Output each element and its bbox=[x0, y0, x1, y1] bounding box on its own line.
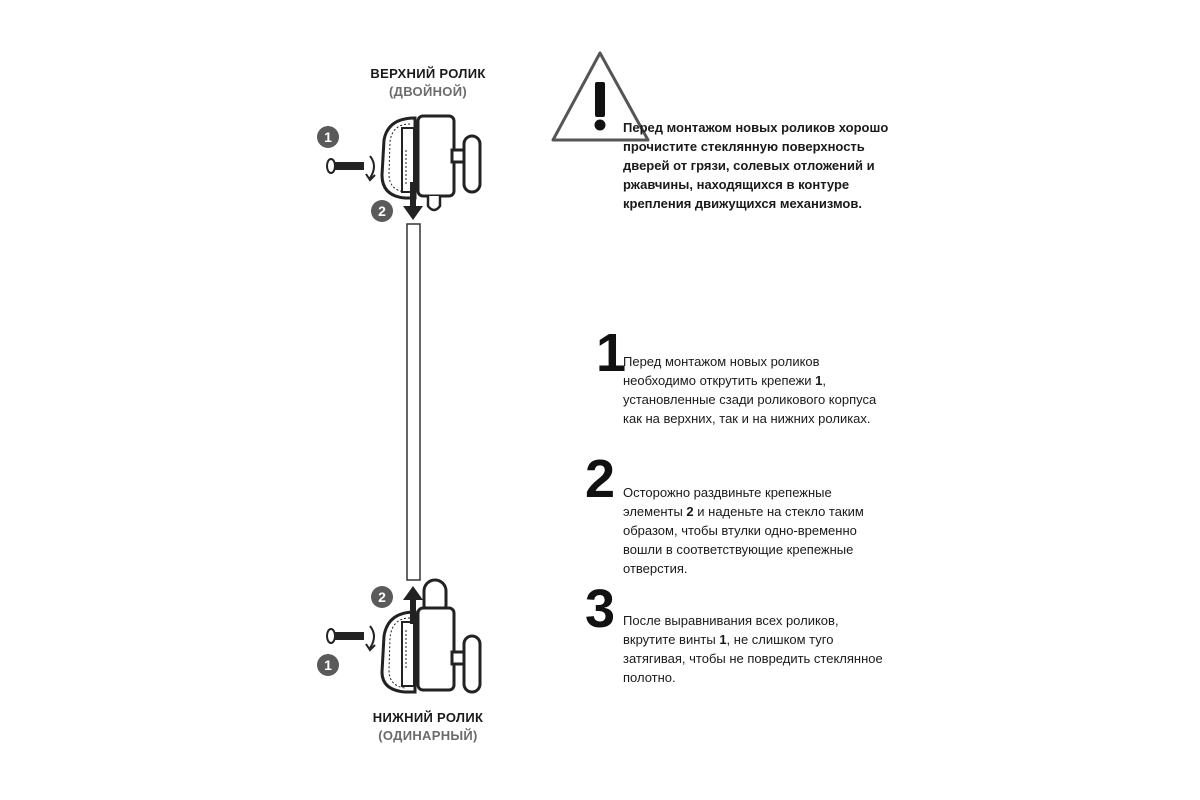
bottom-roller bbox=[327, 580, 480, 692]
bottom-roller-subtitle: (ОДИНАРНЫЙ) bbox=[378, 728, 478, 743]
glass-panel bbox=[407, 224, 420, 580]
svg-text:2: 2 bbox=[378, 203, 386, 219]
svg-text:1: 1 bbox=[324, 657, 332, 673]
step-1-text: Перед монтажом новых роликов необходимо открутить крепежи 1, установленные сзади роликового корпуса как на верхних, так и на нижних роликах. bbox=[623, 354, 877, 426]
warning-text: Перед монтажом новых роликов хорошо прочистите стеклянную поверхность дверей от грязи, солевых отложений и ржавчины, находящихся в контуре крепления движущихся механизмов. bbox=[623, 120, 889, 211]
step-1-number: 1 bbox=[596, 323, 627, 383]
callout-2-top bbox=[371, 200, 393, 222]
step-3-number: 3 bbox=[585, 579, 616, 639]
top-roller bbox=[327, 116, 480, 220]
callout-1-top bbox=[317, 126, 339, 148]
bottom-roller-title: НИЖНИЙ РОЛИК bbox=[372, 710, 484, 725]
step-3-text: После выравнивания всех роликов, вкрутите винты 1, не слишком туго затягивая, чтобы не повредить стеклянное полотно. bbox=[623, 613, 883, 685]
top-roller-subtitle: (ДВОЙНОЙ) bbox=[389, 84, 467, 99]
svg-text:1: 1 bbox=[324, 129, 332, 145]
step-2-text: Осторожно раздвиньте крепежные элементы 2 и наденьте на стекло таким образом, чтобы втулки одно-временно вошли в соответствующие крепежные отверстия. bbox=[623, 485, 864, 576]
top-roller-title: ВЕРХНИЙ РОЛИК bbox=[370, 66, 486, 81]
step-2-number: 2 bbox=[585, 449, 616, 509]
callout-1-bottom bbox=[317, 654, 339, 676]
svg-text:2: 2 bbox=[378, 589, 386, 605]
callout-2-bottom bbox=[371, 586, 393, 608]
